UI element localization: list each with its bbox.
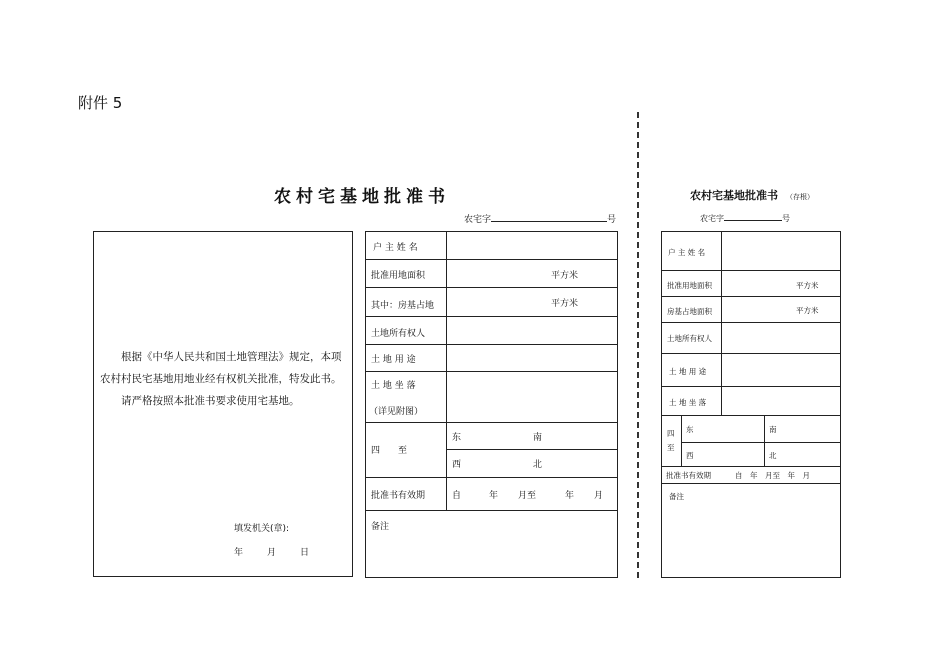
stub-west-label: 西 (686, 451, 694, 460)
row-line (365, 316, 618, 317)
stub-validity-value: 自 年 月至 年 月 (735, 471, 810, 480)
stub-validity-label: 批准书有效期 (666, 471, 711, 480)
west-label: 西 (452, 460, 462, 470)
location-label: 土 地 坐 落 (371, 381, 416, 391)
row-line (365, 287, 618, 288)
validity-year: 年 (489, 491, 499, 501)
stub-title (690, 187, 814, 203)
validity-label: 批准书有效期 (371, 491, 426, 501)
house-area-label: 其中：房基占地 (371, 301, 435, 311)
south-label: 南 (533, 433, 543, 443)
approval-number-line (464, 212, 616, 225)
body-paragraph-2: 请严格按照本批准书要求使用宅基地。 (121, 395, 300, 407)
house-area-unit: 平方米 (551, 299, 579, 309)
stub-householder-label: 户 主 姓 名 (668, 248, 706, 257)
stub-house-area-unit: 平方米 (796, 306, 819, 315)
north-label: 北 (533, 460, 543, 470)
stub-number-blank[interactable] (724, 212, 782, 221)
validity-month-to: 月至 (518, 491, 537, 501)
stub-south-label: 南 (769, 425, 777, 434)
east-label: 东 (452, 433, 462, 443)
validity-month2: 月 (594, 491, 604, 501)
stub-usage-label: 土 地 用 途 (669, 367, 707, 376)
stub-owner-label: 土地所有权人 (667, 334, 712, 343)
row-line (365, 371, 618, 372)
approved-area-unit: 平方米 (551, 271, 579, 281)
issue-month: 月 (267, 548, 277, 558)
row-line (365, 422, 618, 423)
stub-number-suffix: 号 (782, 214, 790, 223)
stub-boundary-divider (764, 415, 765, 466)
number-suffix: 号 (607, 215, 617, 225)
annex-label: 附件 5 (78, 94, 123, 112)
approved-area-label: 批准用地面积 (371, 271, 426, 281)
stub-row-line (661, 322, 841, 323)
stub-row-line (661, 270, 841, 271)
cut-line (637, 112, 639, 578)
stub-row-line (661, 415, 841, 416)
stub-title-text: 农村宅基地批准书 (690, 189, 778, 202)
number-prefix: 农宅字 (464, 215, 492, 225)
stub-row-line (661, 296, 841, 297)
stub-location-label: 土 地 坐 落 (669, 398, 707, 407)
issue-year: 年 (234, 548, 244, 558)
validity-from: 自 (452, 491, 462, 501)
stub-east-label: 东 (686, 425, 694, 434)
body-paragraph-1: 根据《中华人民共和国土地管理法》规定，本项农村村民宅基地用地业经有权机关批准，特发此书。 (100, 351, 342, 385)
stub-number-line (700, 212, 790, 224)
remarks-label: 备注 (371, 522, 390, 532)
stub-boundaries-label-1: 四 (667, 429, 675, 438)
stub-row-line (661, 353, 841, 354)
stub-approved-area-unit: 平方米 (796, 281, 819, 290)
certificate-body (100, 346, 348, 412)
usage-label: 土 地 用 途 (371, 355, 416, 365)
stub-boundaries-label-2: 至 (667, 443, 675, 452)
stub-remarks-label: 备注 (669, 492, 684, 501)
stub-row-line (681, 442, 841, 443)
stub-tag: （存根） (786, 193, 814, 201)
stub-house-area-label: 房基占地面积 (667, 307, 712, 316)
householder-label: 户 主 姓 名 (373, 243, 418, 253)
location-note: （详见附图） (369, 407, 424, 417)
page-title: 农村宅基地批准书 (274, 187, 450, 207)
stub-approved-area-label: 批准用地面积 (667, 281, 712, 290)
stub-column-divider (721, 231, 722, 415)
row-line (365, 477, 618, 478)
stub-north-label: 北 (769, 451, 777, 460)
owner-label: 土地所有权人 (371, 329, 426, 339)
issue-date (234, 545, 309, 558)
row-line (365, 510, 618, 511)
number-blank[interactable] (491, 212, 607, 222)
stub-boundary-divider (681, 415, 682, 466)
issuer-label: 填发机关(章): (234, 524, 290, 534)
stub-row-line (661, 386, 841, 387)
row-line (446, 449, 618, 450)
row-line (365, 259, 618, 260)
row-line (365, 344, 618, 345)
validity-year2: 年 (565, 491, 575, 501)
stub-number-prefix: 农宅字 (700, 214, 724, 223)
stub-row-line (661, 466, 841, 467)
stub-row-line (661, 483, 841, 484)
issue-day: 日 (300, 548, 310, 558)
boundaries-label: 四 至 (371, 446, 408, 456)
